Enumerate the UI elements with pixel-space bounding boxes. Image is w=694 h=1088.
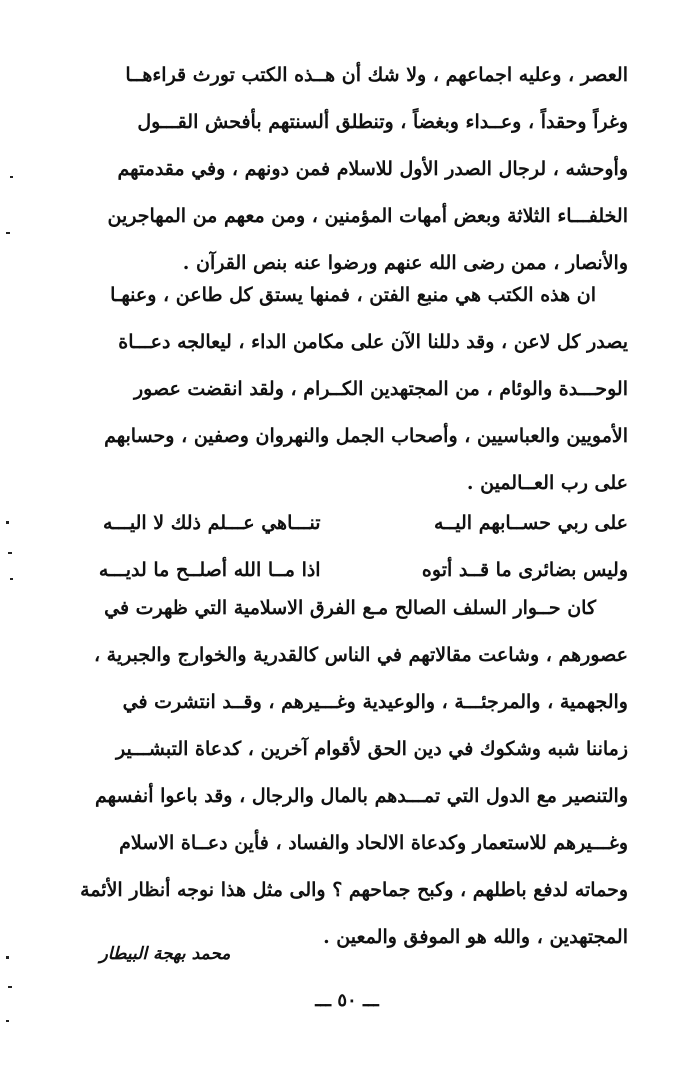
text-line: وأوحشه ، لرجال الصدر الأول للاسلام فمن دونهم ، وفي مقدمتهم [117, 158, 628, 180]
text-line: والجهمية ، والمرجئـــة ، والوعيدية وغـــيرهم ، وقــد انتشرت في [122, 691, 628, 713]
text-line: عصورهم ، وشاعت مقالاتهم في الناس كالقدرية والخوارج والجبرية ، [93, 644, 628, 666]
author-signature: محمد بهجة البيطار [99, 944, 231, 964]
scan-margin-mark [8, 552, 12, 554]
text-line: وغراً وحقداً ، وعــداء وبغضاً ، وتنطلق ألسنتهم بأفحش القـــول [137, 111, 628, 133]
text-line: الخلفـــاء الثلاثة وبعض أمهات المؤمنين ، ومن معهم من المهاجرين [107, 205, 628, 227]
text-line: كان حــوار السلف الصالح مـع الفرق الاسلامية التي ظهرت في [104, 597, 596, 619]
scan-margin-mark [10, 578, 13, 580]
text-line: وغـــيرهم للاستعمار وكدعاة الالحاد والفساد ، فأين دعــاة الاسلام [119, 832, 628, 854]
verse-first-hemistich: وليس بضائرى ما قــد أتوه [421, 559, 628, 581]
verse-first-hemistich: على ربي حســابهم اليــه [433, 512, 628, 534]
paragraph-3 [48, 585, 628, 961]
verse-second-hemistich: تنـــاهي عـــلم ذلك لا اليـــه [103, 512, 321, 534]
text-line: والأنصار ، ممن رضى الله عنهم ورضوا عنه بنص القرآن . [182, 252, 628, 274]
text-line: والتنصير مع الدول التي تمـــدهم بالمال والرجال ، وقد باعوا أنفسهم [94, 785, 628, 807]
text-line: الوحـــدة والوئام ، من المجتهدين الكــرام ، ولقد انقضت عصور [133, 378, 628, 400]
text-line: الأمويين والعباسيين ، وأصحاب الجمل والنهروان وصفين ، وحسابهم [104, 425, 628, 447]
text-line: المجتهدين ، والله هو الموفق والمعين . [323, 926, 628, 948]
text-line: يصدر كل لاعن ، وقد دللنا الآن على مكامن الداء ، ليعالجه دعـــاة [118, 331, 628, 353]
scan-margin-mark [6, 956, 9, 959]
scan-margin-mark [6, 1020, 9, 1022]
text-line: العصر ، وعليه اجماعهم ، ولا شك أن هــذه الكتب تورث قراءهــا [125, 64, 628, 86]
scan-margin-mark [10, 176, 13, 178]
text-line: وحماته لدفع باطلهم ، وكبح جماحهم ؟ والى مثل هذا نوجه أنظار الأئمة [80, 879, 628, 901]
text-line: ان هذه الكتب هي منبع الفتن ، فمنها يستق كل طاعن ، وعنهـا [110, 284, 596, 306]
poetry-verse [48, 500, 628, 594]
paragraph-1 [48, 52, 628, 287]
text-line: على رب العــالمين . [466, 472, 628, 494]
verse-line [48, 500, 628, 547]
text-line: زماننا شبه وشكوك في دين الحق لأقوام آخرين ، كدعاة التبشـــير [116, 738, 628, 760]
paragraph-2 [48, 272, 628, 507]
scan-margin-mark [6, 521, 9, 524]
scan-margin-mark [8, 986, 12, 988]
page-number: ـــ ٥٠ ـــ [315, 990, 379, 1011]
scan-margin-mark [6, 232, 10, 234]
verse-second-hemistich: اذا مــا الله أصلــح ما لديـــه [98, 559, 321, 581]
